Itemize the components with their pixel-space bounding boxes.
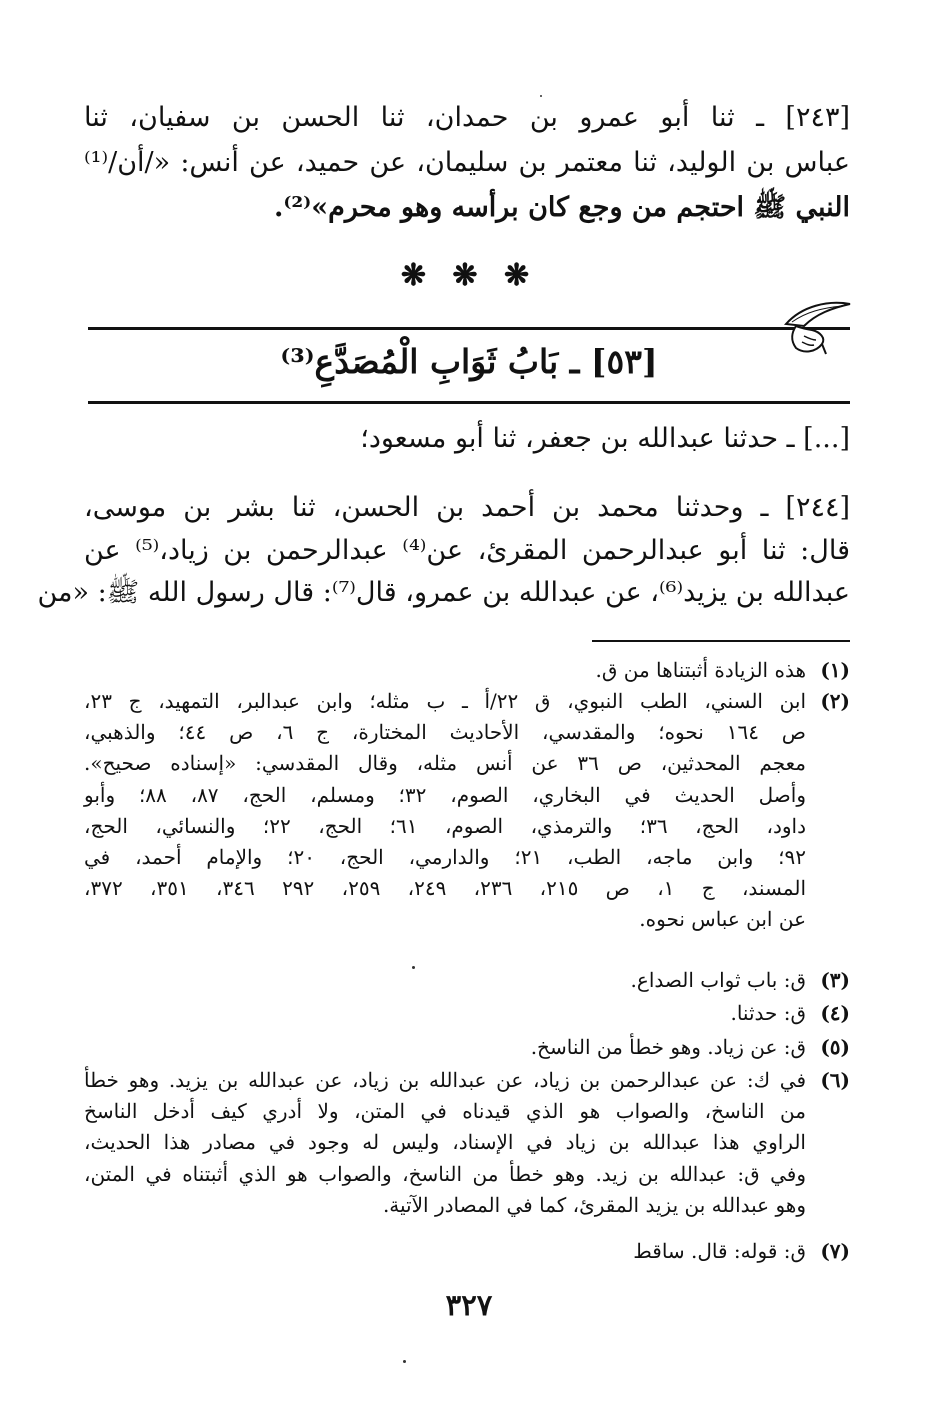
footnote-line: ابن السني، الطب النبوي، ق ٢٢/أ ـ ب مثله؛ وابن عبدالبر، التمهيد، ج ٢٣، [84, 689, 806, 713]
hadith-244-line-3: عبدالله بن يزيد⁽⁶⁾، عن عبدالله بن عمرو، قال⁽⁷⁾: قال رسول الله ﷺ: «من [37, 577, 850, 608]
footnote-4 [84, 998, 850, 1029]
footnote-5 [84, 1032, 850, 1063]
footnote-line: وفي ق: عبدالله بن زيد. وهو خطأ من الناسخ، والصواب هو الذي أثبتناه في المتن، [84, 1161, 806, 1186]
footnote-1 [84, 655, 850, 686]
footnote-line: ق: قوله: قال. ساقط [633, 1239, 806, 1263]
scan-speck [540, 95, 542, 97]
chain-intro: [...] ـ حدثنا عبدالله بن جعفر، ثنا أبو مسعود؛ [360, 423, 850, 454]
footnote-line: عن ابن عباس نحوه. [639, 907, 806, 932]
chapter-top-rule [88, 327, 850, 330]
footnote-2 [84, 686, 850, 936]
page-number: ٣٢٧ [445, 1288, 493, 1322]
hadith-243-line-2: عباس بن الوليد، ثنا معتمر بن سليمان، عن حميد، عن أنس: «/أن/⁽¹⁾ [84, 147, 850, 178]
footnote-line: وهو عبدالله بن يزيد المقرئ، كما في المصادر الآتية. [382, 1192, 806, 1217]
chapter-title: [٥٣] ـ بَابُ ثَوَابِ الْمُصَدَّعِ⁽³⁾ [280, 342, 658, 381]
footnote-line: هذه الزيادة أثبتناها من ق. [595, 658, 806, 682]
footnote-line: المسند، ج ١، ص ٢١٥، ٢٣٦، ٢٤٩، ٢٥٩، ٢٩٢ ٣٤٦، ٣٥١، ٣٧٢، [84, 876, 807, 901]
section-separator: ❋ ❋ ❋ [400, 258, 538, 293]
scan-speck [412, 966, 415, 969]
footnote-line: في ك: عن عبدالرحمن بن زياد، عن عبدالله بن زياد، عن عبدالله بن يزيد. وهو خطأ [84, 1068, 806, 1092]
footnote-6 [84, 1065, 850, 1221]
footnote-line: ق: عن زياد. وهو خطأ من الناسخ. [530, 1035, 806, 1059]
footnote-number: (٥) [820, 1035, 850, 1059]
footnote-number: (١) [820, 658, 850, 682]
footnote-line: داود، الحج، ٣٦؛ والترمذي، الصوم، ٦١؛ الحج، ٢٢؛ والنسائي، الحج، [84, 813, 807, 838]
footnote-line: ٩٢؛ وابن ماجه، الطب، ٢١؛ والدارمي، الحج، ٢٠؛ والإمام أحمد، في [84, 845, 807, 870]
footnote-line: ق: حدثنا. [730, 1001, 806, 1025]
footnote-number: (٢) [820, 689, 850, 713]
hadith-244-line-2: قال: ثنا أبو عبدالرحمن المقرئ، عن⁽⁴⁾ عبدالرحمن بن زياد،⁽⁵⁾ عن [84, 535, 850, 566]
scan-speck [403, 1360, 406, 1363]
footnote-line: وأصل الحديث في البخاري، الصوم، ٣٢؛ ومسلم، الحج، ٨٧، ٨٨؛ وأبو [84, 782, 806, 807]
footnote-line: من الناسخ، والصواب هو الذي قيدناه في المتن، ولا أدري كيف أدخل الناسخ [84, 1099, 806, 1124]
footnote-7 [84, 1236, 850, 1267]
hadith-244-line-1: [٢٤٤] ـ وحدثنا محمد بن أحمد بن الحسن، ثنا بشر بن موسى، [84, 492, 850, 523]
footnote-line: ق: باب ثواب الصداع. [630, 968, 806, 992]
footnote-3 [84, 965, 850, 996]
footnote-line: معجم المحدثين، ص ٣٦ عن أنس مثله، وقال المقدسي: «إسناده صحيح». [84, 751, 806, 776]
chapter-bottom-rule [88, 401, 850, 404]
footnote-rule [592, 640, 850, 642]
footnote-line: ص ١٦٤ نحوه؛ والمقدسي، الأحاديث المختارة، ج ٦، ص ٤٤؛ والذهبي، [84, 720, 806, 745]
footnote-number: (٦) [820, 1068, 850, 1092]
footnote-line: الراوي هذا عبدالله بن زياد في الإسناد، وليس له وجود في مصادر هذا الحديث، [84, 1130, 806, 1155]
footnote-number: (٣) [820, 968, 850, 992]
footnote-number: (٤) [820, 1001, 850, 1025]
footnote-number: (٧) [820, 1239, 850, 1263]
hadith-243-line-3: النبي ﷺ احتجم من وجع كان برأسه وهو محرم»⁽²⁾. [273, 192, 850, 223]
hadith-243-line-1: [٢٤٣] ـ ثنا أبو عمرو بن حمدان، ثنا الحسن بن سفيان، ثنا [84, 102, 850, 133]
